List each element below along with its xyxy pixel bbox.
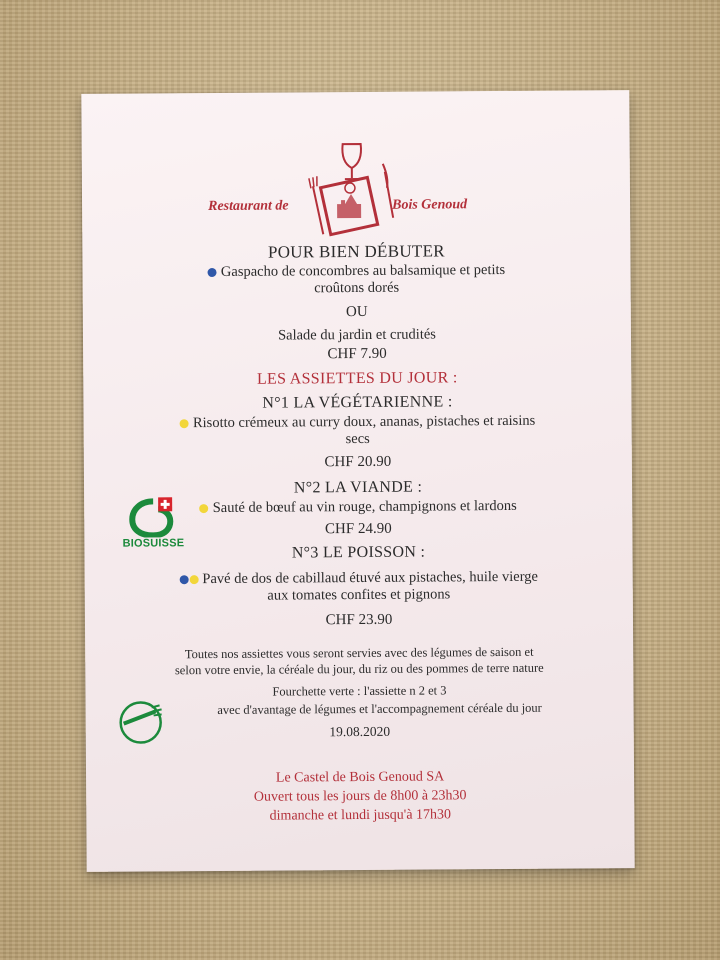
plate2-price: CHF 24.90 — [324, 520, 392, 538]
footer-hours2: dimanche et lundi jusqu'à 17h30 — [269, 807, 452, 824]
yellow-dot-icon — [189, 575, 198, 584]
starters-heading: POUR BIEN DÉBUTER — [267, 241, 445, 262]
starter-option-1-line2: croûtons dorés — [314, 279, 400, 297]
starters-price: CHF 7.90 — [327, 345, 387, 363]
blue-dot-icon — [179, 575, 188, 584]
plate1-price: CHF 20.90 — [324, 453, 392, 471]
menu-date: 19.08.2020 — [329, 723, 391, 740]
plate2-line1-text: Sauté de bœuf au vin rouge, champignons et lardons — [212, 497, 517, 517]
plate3-price: CHF 23.90 — [325, 611, 393, 629]
plate1-line1-text: Risotto crémeux au curry doux, ananas, pistaches et raisins — [192, 412, 536, 432]
note-line1: Toutes nos assiettes vous seront servies avec des légumes de saison et — [184, 644, 534, 662]
plate1-heading: N°1 LA VÉGÉTARIENNE : — [262, 393, 453, 412]
yellow-dot-icon — [200, 504, 209, 513]
bud-logo-icon — [108, 495, 198, 538]
or-label: OU — [345, 303, 368, 321]
restaurant-logo-icon — [303, 138, 404, 239]
yellow-dot-icon — [180, 419, 189, 428]
menu-paper — [81, 90, 634, 872]
footer-company: Le Castel de Bois Genoud SA — [275, 769, 445, 786]
starter-option-2: Salade du jardin et crudités — [278, 326, 436, 344]
plates-heading: LES ASSIETTES DU JOUR : — [256, 369, 458, 388]
restaurant-name-right: Bois Genoud — [392, 197, 468, 213]
fourchette-line2: avec d'avantage de légumes et l'accompagnement céréale du jour — [217, 700, 542, 717]
note-line2: selon votre envie, la céréale du jour, du riz ou des pommes de terre nature — [174, 660, 544, 678]
plate1-line2: secs — [345, 430, 370, 448]
starter-option-1-line1: Gaspacho de concombres au balsamique et petits — [220, 261, 506, 280]
plate3-heading: N°3 LE POISSON : — [291, 543, 426, 562]
biosuisse-label: BIOSUISSE — [122, 537, 185, 550]
plate3-line2: aux tomates confites et pignons — [267, 586, 451, 604]
footer-hours1: Ouvert tous les jours de 8h00 à 23h30 — [253, 788, 467, 805]
blue-dot-icon — [208, 268, 217, 277]
restaurant-name-left: Restaurant de — [208, 198, 289, 215]
fourchette-line1: Fourchette verte : l'assiette n 2 et 3 — [272, 683, 447, 699]
plate3-line1-text: Pavé de dos de cabillaud étuvé aux pistaches, huile vierge — [202, 568, 538, 588]
plate2-heading: N°2 LA VIANDE : — [293, 478, 423, 497]
menu-content — [81, 90, 634, 872]
